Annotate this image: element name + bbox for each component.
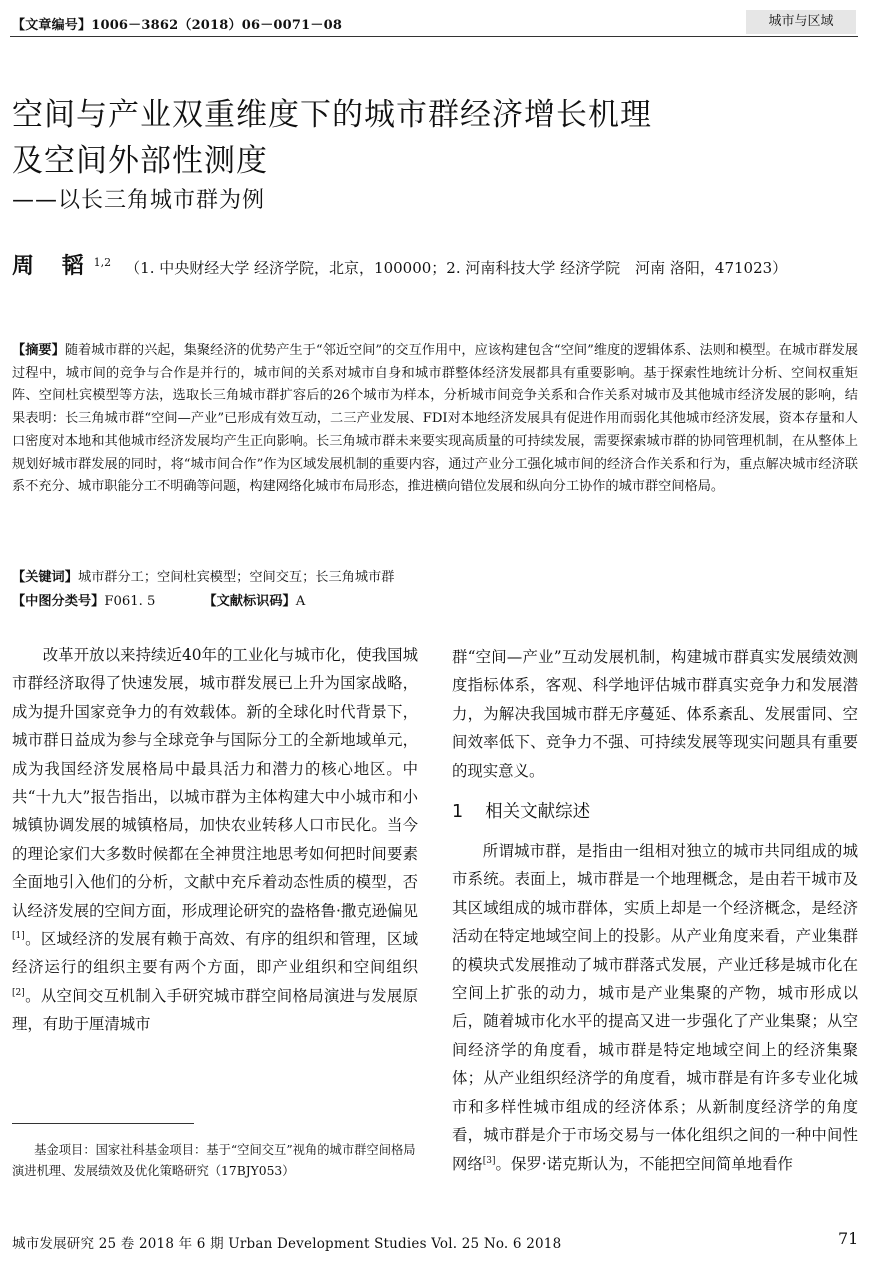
title-line-2: 及空间外部性测度 xyxy=(12,143,268,179)
journal-footer: 城市发展研究 25 卷 2018 年 6 期 Urban Development Studies Vol. 25 No. 6 2018 xyxy=(12,1236,562,1252)
citation-1[interactable]: [1] xyxy=(12,931,25,942)
paragraph-text: 。区域经济的发展有赖于高效、有序的组织和管理，区域经济运行的组织主要有两个方面，即产业组织和空间组织 xyxy=(12,930,418,977)
footnote-divider xyxy=(12,1123,194,1124)
funding-note: 基金项目：国家社科基金项目：基于“空间交互”视角的城市群空间格局演进机理、发展绩效及优化策略研究（17BJY053） xyxy=(12,1143,416,1178)
doc-code-label: 【文献标识码】 xyxy=(203,594,296,609)
keywords xyxy=(12,567,858,589)
paragraph-text: 。从空间交互机制入手研究城市群空间格局演进与发展原理，有助于厘清城市 xyxy=(12,986,418,1034)
body-paragraph xyxy=(452,837,858,1178)
paragraph-text: 。保罗·诺克斯认为，不能把空间简单地看作 xyxy=(495,1154,793,1173)
abstract-text: 随着城市群的兴起，集聚经济的优势产生于“邻近空间”的交互作用中，应该构建包含“空间”维度的逻辑体系、法则和模型。在城市群发展过程中，城市间的竞争与合作是并行的，城市间的关系对城市自身和城市群整体经济发展都具有重要影响。基于探索性地统计分析、空间权重矩阵、空间杜宾模型等方法，选取长三角城市群扩容后的26个城市为样本，分析城市间竞争关系和合作关系对城市及其他城市经济发展的影响，结果表明：长三角城市群“空间—产业”已形成有效互动，二三产业发展、FDI对本地经济发展具有促进作用而弱化其他城市经济发展，资本存量和人口密度对本地和其他城市经济发展均产生正向影响。长三角城市群未来要实现高质量的可持续发展，需要探索城市群的协同管理机制，在从整体上规划好城市群发展的同时，将“城市间合作”作为区域发展机制的重要内容，通过产业分工强化城市间的经济合作关系和行为，重点解决城市经济联系不充分、城市职能分工不明确等问题，构建网络化城市布局形态，推进横向错位发展和纵向分工协作的城市群空间格局。 xyxy=(12,343,859,495)
article-number: 【文章编号】1006－3862（2018）06－0071－08 xyxy=(12,18,343,33)
author-line xyxy=(12,253,860,282)
body-paragraph: 群“空间—产业”互动发展机制，构建城市群真实发展绩效测度指标体系，客观、科学地评估城市群真实竞争力和发展潜力，为解决我国城市群无序蔓延、体系紊乱、发展雷同、空间效率低下、竞争力不强、可持续发展等现实问题具有重要的现实意义。 xyxy=(452,648,858,780)
abstract xyxy=(12,340,858,499)
section-tag: 城市与区域 xyxy=(746,10,856,34)
doc-code-value: A xyxy=(295,594,306,609)
keywords-text: 城市群分工；空间杜宾模型；空间交互；长三角城市群 xyxy=(77,570,395,585)
clc-label: 【中图分类号】 xyxy=(12,594,105,609)
citation-3[interactable]: [3] xyxy=(482,1155,496,1166)
citation-2[interactable]: [2] xyxy=(12,987,25,998)
keywords-label: 【关键词】 xyxy=(12,570,78,585)
paragraph-text: 所谓城市群，是指由一组相对独立的城市共同组成的城市系统。表面上，城市群是一个地理概念，是由若干城市及其区域组成的城市群体，实质上却是一个经济概念，是经济活动在特定地域空间上的投影。从产业角度来看，产业集群的模块式发展推动了城市群落式发展，产业迁移是城市化在空间上扩张的动力，城市是产业集聚的产物，城市形成以后，随着城市化水平的提高又进一步强化了产业集聚；从空间经济学的角度看，城市群是特定地域空间上的经济集聚体；从产业组织经济学的角度看，城市群是有许多专业化城市和多样性城市组成的经济体系；从新制度经济学的角度看，城市群是介于市场交易与一体化组织之间的一种中间性网络 xyxy=(452,842,858,1173)
author-affiliation: （1. 中央财经大学 经济学院，北京，100000；2. 河南科技大学 经济学院 河南 洛阳，471023） xyxy=(125,259,788,277)
body-column-left xyxy=(12,641,418,1039)
author-name: 周 韬 xyxy=(12,254,94,279)
page-number: 71 xyxy=(838,1229,859,1248)
classification-line xyxy=(12,591,858,613)
paper-subtitle: ——以长三角城市群为例 xyxy=(12,188,266,213)
paper-title xyxy=(12,92,852,184)
author-superscript: 1,2 xyxy=(93,256,112,269)
abstract-label: 【摘要】 xyxy=(12,343,65,358)
header-divider xyxy=(10,36,858,37)
section-heading xyxy=(452,799,858,825)
section-title: 相关文献综述 xyxy=(485,802,591,823)
body-column-right xyxy=(452,643,858,1178)
paragraph-text: 改革开放以来持续近40年的工业化与城市化，使我国城市群经济取得了快速发展，城市群发展已上升为国家战略，成为提升国家竞争力的有效载体。新的全球化时代背景下，城市群日益成为参与全球竞争与国际分工的全新地域单元，成为我国经济发展格局中最具活力和潜力的核心地区。中共“十九大”报告指出，以城市群为主体构建大中小城市和小城镇协调发展的城镇格局，加快农业转移人口市民化。当今的理论家们大多数时候都在全神贯注地思考如何把时间要素全面地引入他们的分析，文献中充斥着动态性质的模型，否认经济发展的空间方面，形成理论研究的盎格鲁·撒克逊偏见 xyxy=(12,646,418,920)
clc-value: F061. 5 xyxy=(104,594,156,609)
footnote xyxy=(12,1140,422,1182)
section-number: 1 xyxy=(452,802,464,823)
body-paragraph xyxy=(12,641,418,1039)
title-line-1: 空间与产业双重维度下的城市群经济增长机理 xyxy=(12,97,652,133)
